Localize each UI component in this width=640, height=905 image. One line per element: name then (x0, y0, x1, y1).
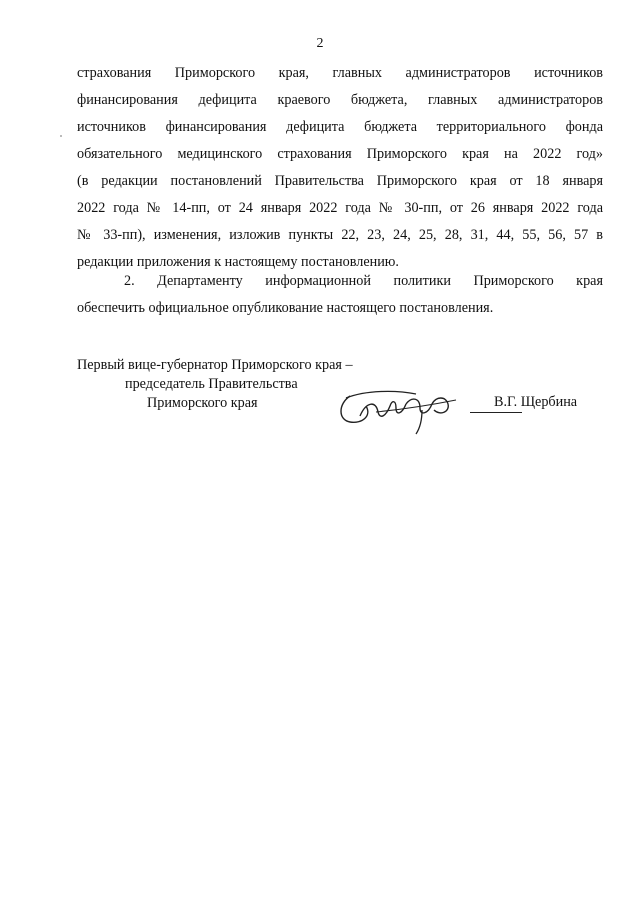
paragraph-line: обязательного медицинского страхования Приморского края на 2022 год» (77, 146, 603, 162)
page-number: 2 (316, 36, 324, 51)
paragraph-line: редакции приложения к настоящему постановлению. (77, 254, 399, 270)
paragraph-2 (77, 268, 603, 322)
position-line: Приморского края (147, 395, 258, 411)
paragraph-line: обеспечить официальное опубликование настоящего постановления. (77, 300, 494, 316)
signature-underline (470, 412, 522, 413)
paragraph-line: (в редакции постановлений Правительства Приморского края от 18 января (77, 173, 603, 189)
paragraph-line: 2. Департаменту информационной политики Приморского края (124, 273, 603, 289)
paragraph-line: финансирования дефицита краевого бюджета, главных администраторов (77, 92, 603, 108)
paragraph-line: № 33-пп), изменения, изложив пункты 22, 23, 24, 25, 28, 31, 44, 55, 56, 57 в (77, 227, 603, 243)
paragraph-line: 2022 года № 14-пп, от 24 января 2022 года № 30-пп, от 26 января 2022 года (77, 200, 603, 216)
signer-name: В.Г. Щербина (494, 394, 578, 410)
position-line: Первый вице-губернатор Приморского края – (77, 357, 353, 373)
scan-speck (60, 135, 62, 137)
handwritten-signature (336, 376, 466, 436)
paragraph-line: страхования Приморского края, главных администраторов источников (77, 65, 603, 81)
paragraph-1 (77, 60, 603, 276)
signatory-position (77, 356, 353, 413)
position-line: председатель Правительства (125, 376, 298, 392)
paragraph-line: источников финансирования дефицита бюджета территориального фонда (77, 119, 603, 135)
